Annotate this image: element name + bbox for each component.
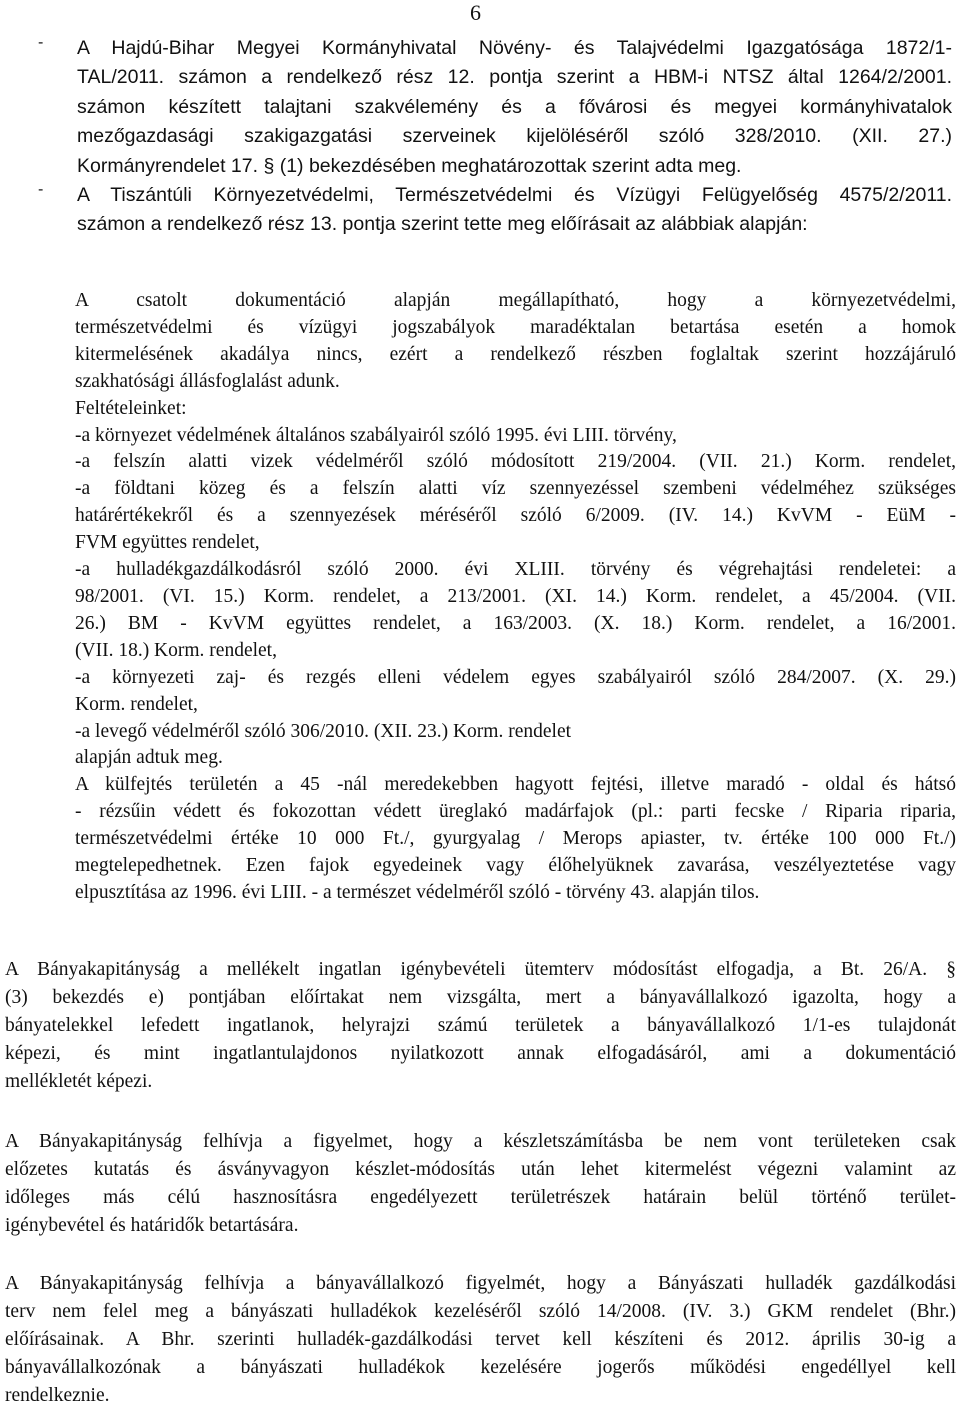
list-line: A Tiszántúli Környezetvédelmi, Természetvédelmi és Vízügyi Felügyelőség 4575/2/2011. <box>77 184 952 207</box>
text-line: Feltételeinket: <box>75 397 187 419</box>
list-line: mezőgazdasági szakigazgatási szerveinek kijelöléséről szóló 328/2010. (XII. 27.) <box>77 125 952 148</box>
text-line: előírásainak. A Bhr. szerinti hulladék-gazdálkodási tervet kell készíteni és 2012. április 30-ig a <box>5 1329 956 1350</box>
text-line: -a környezeti zaj- és rezgés elleni védelem egyes szabályairól szóló 284/2007. (X. 29.) <box>75 666 956 688</box>
list-item <box>0 34 960 181</box>
text-line: határértékekről és a szennyezések méréséről szóló 6/2009. (IV. 14.) KvVM - EüM - <box>75 505 956 527</box>
list-dash: - <box>38 181 44 199</box>
text-line: mellékletét képezi. <box>5 1071 153 1092</box>
text-line: (VII. 18.) Korm. rendelet, <box>75 639 277 661</box>
text-line: 98/2001. (VI. 15.) Korm. rendelet, a 213/2001. (XI. 14.) Korm. rendelet, a 45/2004. (VII. <box>75 585 956 607</box>
conditions-list <box>0 34 960 240</box>
text-line: A külfejtés területén a 45 -nál meredekebben hagyott fejtési, illetve maradó - oldal és hátsó <box>75 774 956 796</box>
text-line: terv nem felel meg a bányászati hulladékok kezeléséről szóló 14/2008. (IV. 3.) GKM rendelet (Bhr.) <box>5 1301 956 1322</box>
paragraph-ingatlan <box>0 956 960 1096</box>
list-line: Kormányrendelet 17. § (1) bekezdésében meghatározottak szerint adta meg. <box>77 154 742 177</box>
list-line: számon a rendelkező rész 13. pontja szerint tette meg előírásait az alábbiak alapján: <box>77 213 808 236</box>
text-line: képezi, és mint ingatlantulajdonos nyilatkozott annak elfogadásáról, ami a dokumentáció <box>5 1043 956 1064</box>
list-dash: - <box>38 34 44 51</box>
text-line: (3) bekezdés e) pontjában előírtakat nem vizsgálta, mert a bányavállalkozó igazolta, hogy a <box>5 987 956 1008</box>
text-line: 26.) BM - KvVM együttes rendelet, a 163/2003. (X. 18.) Korm. rendelet, a 16/2001. <box>75 612 956 634</box>
text-line: -a földtani közeg és a felszín alatti víz szennyezéssel szembeni védelméhez szükséges <box>75 478 956 500</box>
text-line: Korm. rendelet, <box>75 693 198 715</box>
text-line: természetvédelmi értéke 10 000 Ft./, gyurgyalag / Merops apiaster, tv. értéke 100 000 Ft./) <box>75 828 956 850</box>
list-line: számon készített talajtani szakvélemény és a fővárosi és megyei kormányhivatalok <box>77 95 952 118</box>
text-line: -a felszín alatti vizek védelméről szóló módosított 219/2004. (VII. 21.) Korm. rendelet, <box>75 451 956 473</box>
page-number: 6 <box>470 0 481 25</box>
text-line: alapján adtuk meg. <box>75 747 223 769</box>
list-line: TAL/2011. számon a rendelkező rész 12. pontja szerint a HBM-i NTSZ által 1264/2/2001. <box>77 66 952 89</box>
text-line: bányavállalkozónak a bányászati hulladékok kezelésére jogerős működési engedéllyel kell <box>5 1357 956 1378</box>
text-line: A Bányakapitányság felhívja a figyelmet, hogy a készletszámításba be nem vont területeken csak <box>5 1131 956 1152</box>
list-item <box>0 181 960 240</box>
text-line: megtelepedhetnek. Ezen fajok egyedeinek vagy élőhelyüknek zavarása, veszélyeztetése vagy <box>75 855 956 877</box>
text-line: bányatelekkel lefedett ingatlanok, helyrajzi számú területek a bányavállalkozó 1/1-es tulajdonát <box>5 1015 956 1036</box>
text-line: kitermelésének akadálya nincs, ezért a rendelkező részben foglaltak szerint hozzájáruló <box>75 343 956 365</box>
list-line: A Hajdú-Bihar Megyei Kormányhivatal Növény- és Talajvédelmi Igazgatósága 1872/1- <box>77 37 952 59</box>
text-line: A Bányakapitányság felhívja a bányavállalkozó figyelmét, hogy a Bányászati hulladék gazdálkodási <box>5 1273 956 1294</box>
authority-statement <box>0 288 960 907</box>
text-line: elpusztítása az 1996. évi LIII. - a természet védelméről szóló - törvény 43. alapján tilos. <box>75 881 760 903</box>
text-line: rendelkeznie. <box>5 1385 110 1406</box>
paragraph-keszlet <box>0 1128 960 1240</box>
text-line: természetvédelmi és vízügyi jogszabályok maradéktalan betartása esetén a homok <box>75 316 956 338</box>
text-line: előzetes kutatás és ásványvagyon készlet-módosítás után lehet kitermelést végezni valamint az <box>5 1159 956 1180</box>
text-line: A csatolt dokumentáció alapján megállapítható, hogy a környezetvédelmi, <box>75 290 956 311</box>
text-line: -a környezet védelmének általános szabályairól szóló 1995. évi LIII. törvény, <box>75 424 677 446</box>
text-line: igénybevétel és határidők betartására. <box>5 1215 299 1236</box>
paragraph-hulladek <box>0 1270 960 1410</box>
text-line: A Bányakapitányság a mellékelt ingatlan igénybevételi ütemterv módosítást elfogadja, a Bt. 26/A. § <box>5 959 956 980</box>
text-line: szakhatósági állásfoglalást adunk. <box>75 370 340 392</box>
text-line: FVM együttes rendelet, <box>75 532 260 554</box>
text-line: - rézsűin védett és fokozottan védett üreglakó madárfajok (pl.: parti fecske / Riparia riparia, <box>75 801 956 823</box>
text-line: időleges más célú hasznosításra engedélyezett területrészek határain belül történő terület- <box>5 1187 956 1208</box>
text-line: -a levegő védelméről szóló 306/2010. (XII. 23.) Korm. rendelet <box>75 720 572 742</box>
text-line: -a hulladékgazdálkodásról szóló 2000. évi XLIII. törvény és végrehajtási rendeletei: a <box>75 559 956 581</box>
